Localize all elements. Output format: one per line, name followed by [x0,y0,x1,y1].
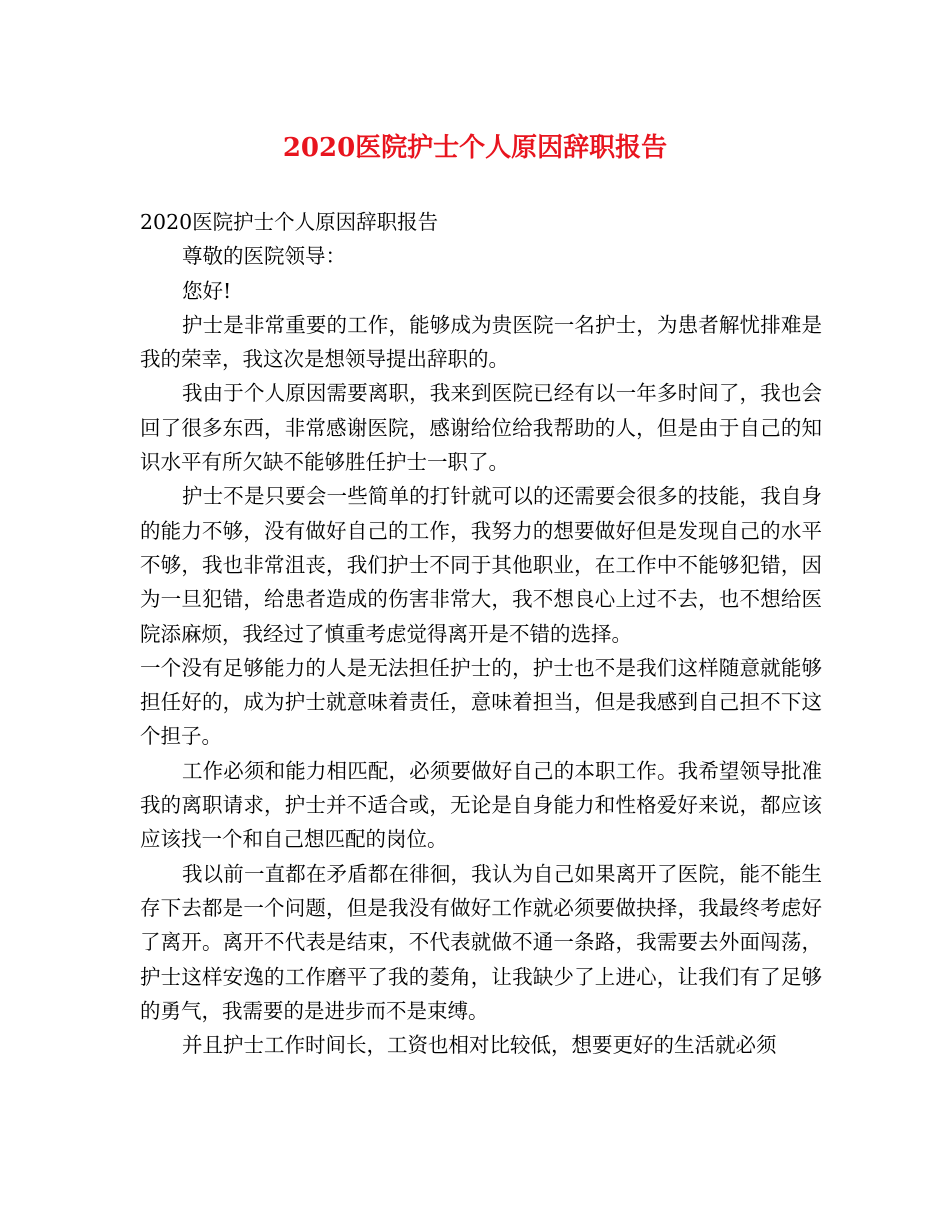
document-title: 2020医院护士个人原因辞职报告 [282,133,668,163]
paragraph-1: 护士是非常重要的工作，能够成为贵医院一名护士，为患者解忧排难是我的荣幸，我这次是想领导提出辞职的。 [140,312,822,372]
salutation: 尊敬的医院领导： [182,244,346,269]
paragraph-4: 一个没有足够能力的人是无法担任护士的，护士也不是我们这样随意就能够担任好的，成为护士就意味着责任，意味着担当，但是我感到自己担不下这个担子。 [140,655,822,749]
greeting: 您好! [182,278,232,303]
document-body [140,205,822,1062]
document-subtitle: 2020医院护士个人原因辞职报告 [140,210,439,234]
paragraph-5: 工作必须和能力相匹配，必须要做好自己的本职工作。我希望领导批准我的离职请求，护士并不适合或，无论是自身能力和性格爱好来说，都应该应该找一个和自己想匹配的岗位。 [140,758,822,852]
paragraph-2: 我由于个人原因需要离职，我来到医院已经有以一年多时间了，我也会回了很多东西，非常感谢医院，感谢给位给我帮助的人，但是由于自己的知识水平有所欠缺不能够胜任护士一职了。 [140,381,822,475]
paragraph-7: 并且护士工作时间长，工资也相对比较低，想要更好的生活就必须 [182,1033,777,1058]
paragraph-3: 护士不是只要会一些简单的打针就可以的还需要会很多的技能，我自身的能力不够，没有做好自己的工作，我努力的想要做好但是发现自己的水平不够，我也非常沮丧，我们护士不同于其他职业，在工作中不能够犯错，因为一旦犯错，给患者造成的伤害非常大，我不想良心上过不去，也不想给医院添麻烦，我经过了慎重考虑觉得离开是不错的选择。 [140,484,822,646]
paragraph-6: 我以前一直都在矛盾都在徘徊，我认为自己如果离开了医院，能不能生存下去都是一个问题，但是我没有做好工作就必须要做抉择，我最终考虑好了离开。离开不代表是结束，不代表就做不通一条路，我需要去外面闯荡，护士这样安逸的工作磨平了我的菱角，让我缺少了上进心，让我们有了足够的勇气，我需要的是进步而不是束缚。 [140,861,822,1023]
